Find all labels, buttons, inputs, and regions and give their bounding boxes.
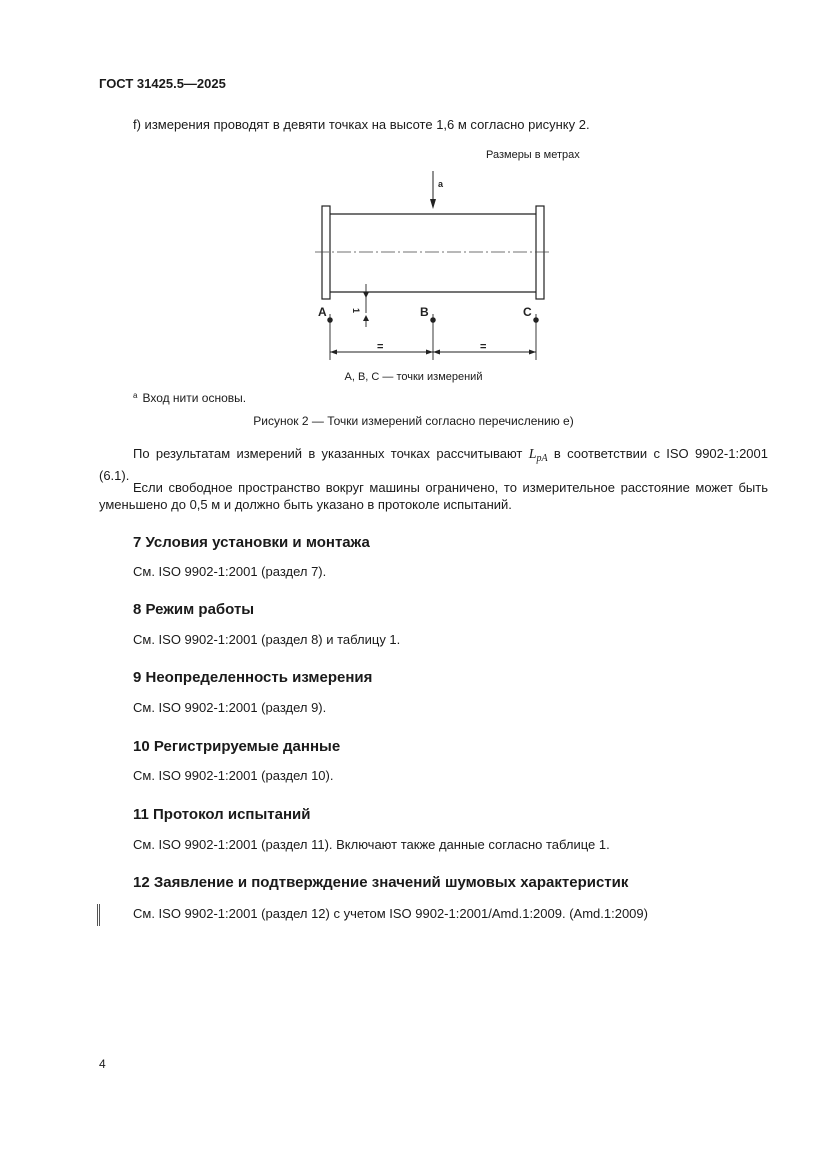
measurement-points	[328, 314, 539, 360]
footnote-mark: a	[133, 391, 138, 400]
figure-measurement-points	[300, 165, 570, 370]
page-number: 4	[99, 1057, 106, 1071]
point-label-c: C	[523, 305, 532, 319]
figure-caption: Рисунок 2 — Точки измерений согласно перечислению e)	[253, 414, 574, 428]
section-7-title: 7 Условия установки и монтажа	[133, 534, 370, 551]
point-label-a: A	[318, 305, 327, 319]
paragraph-space-limit: Если свободное пространство вокруг машины ограничено, то измерительное расстояние может быть уменьшено до 0,5 м и должно быть указано в протоколе испытаний.	[99, 480, 768, 512]
section-12-title: 12 Заявление и подтверждение значений шумовых характеристик	[133, 874, 629, 891]
lpa-symbol	[529, 447, 548, 462]
list-item-f: f) измерения проводят в девяти точках на высоте 1,6 м согласно рисунку 2.	[133, 117, 590, 132]
arrow-label: a	[438, 179, 444, 189]
lpa-subscript: pA	[536, 453, 548, 464]
equal-mark-right: =	[480, 341, 487, 353]
section-10-text: См. ISO 9902-1:2001 (раздел 10).	[133, 768, 334, 783]
equal-mark-left: =	[377, 341, 384, 353]
dimensions-note: Размеры в метрах	[486, 149, 580, 161]
change-bar	[97, 904, 100, 926]
section-9-title: 9 Неопределенность измерения	[133, 669, 373, 686]
paragraph-results-before: По результатам измерений в указанных точках рассчитывают	[133, 446, 529, 461]
inlet-arrow	[430, 171, 436, 209]
section-7-text: См. ISO 9902-1:2001 (раздел 7).	[133, 564, 327, 579]
section-8-text: См. ISO 9902-1:2001 (раздел 8) и таблицу 1.	[133, 632, 401, 647]
document-header: ГОСТ 31425.5—2025	[99, 76, 226, 91]
figure-legend: A, B, C — точки измерений	[344, 371, 483, 383]
paragraph-results-after: в соответствии с ISO 9902-1:2001 (6.1).	[99, 446, 768, 483]
footnote-text: Вход нити основы.	[142, 391, 247, 405]
section-9-text: См. ISO 9902-1:2001 (раздел 9).	[133, 700, 327, 715]
distance-value: 1	[351, 308, 361, 314]
section-11-text: См. ISO 9902-1:2001 (раздел 11). Включают также данные согласно таблице 1.	[133, 837, 610, 852]
section-8-title: 8 Режим работы	[133, 601, 255, 618]
figure-footnote	[133, 391, 246, 405]
section-12-text: См. ISO 9902-1:2001 (раздел 12) с учетом ISO 9902-1:2001/Amd.1:2009. (Amd.1:2009)	[133, 906, 648, 921]
section-11-title: 11 Протокол испытаний	[133, 806, 311, 823]
distance-dimension	[340, 284, 369, 327]
machine-outline	[322, 206, 544, 299]
point-label-b: B	[420, 305, 429, 319]
lpa-letter: L	[528, 447, 537, 462]
section-10-title: 10 Регистрируемые данные	[133, 738, 341, 755]
